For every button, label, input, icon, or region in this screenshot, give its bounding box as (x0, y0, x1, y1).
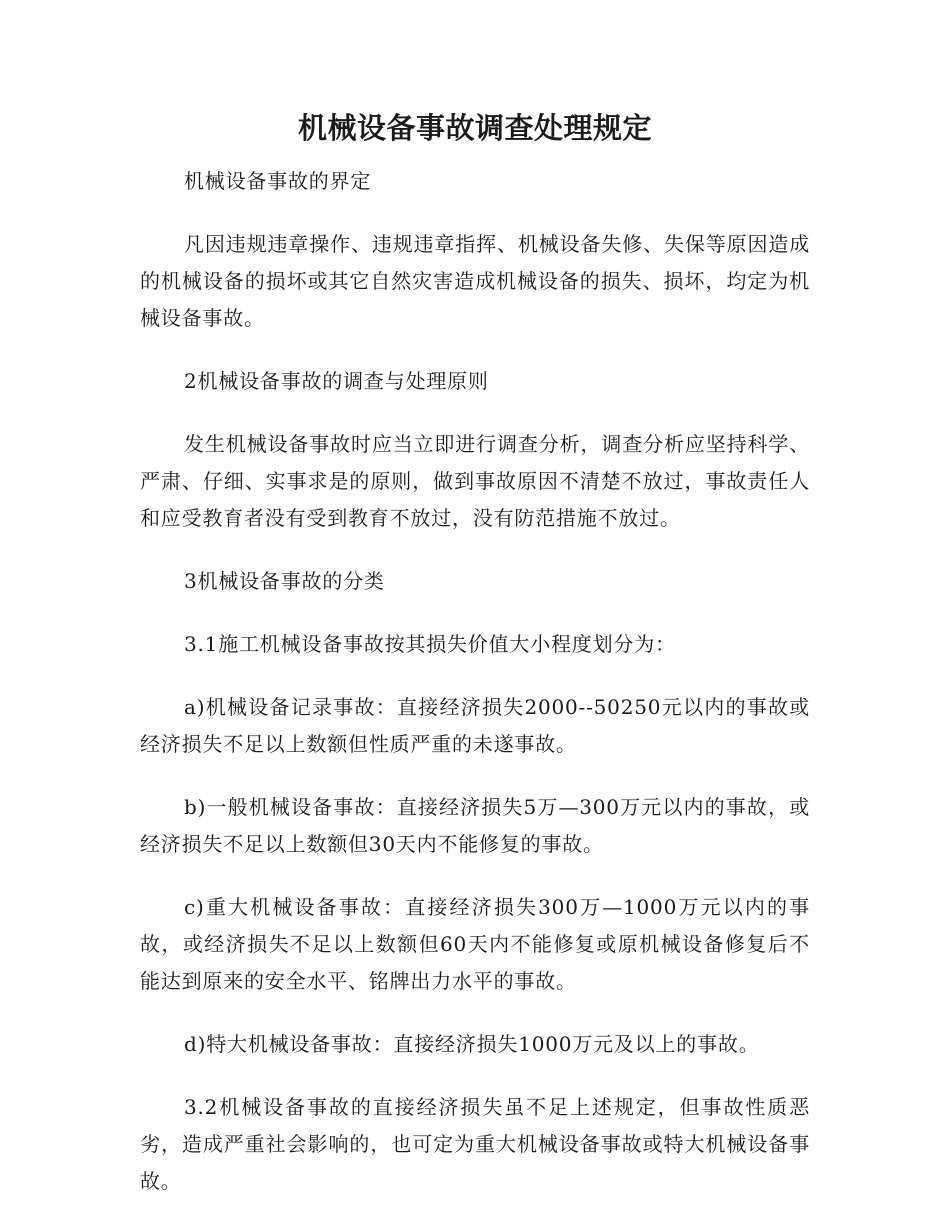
paragraph-class-c: c)重大机械设备事故：直接经济损失300万—1000万元以内的事故，或经济损失不足以上数额但60天内不能修复或原机械设备修复后不能达到原来的安全水平、铭牌出力水平的事故。 (140, 895, 810, 993)
paragraph-classification-intro: 3.1施工机械设备事故按其损失价值大小程度划分为： (184, 632, 676, 656)
section-heading-definition: 机械设备事故的界定 (184, 169, 372, 193)
paragraph-class-a: a)机械设备记录事故：直接经济损失2000--50250元以内的事故或经济损失不足以上数额但性质严重的未遂事故。 (140, 695, 810, 756)
paragraph-class-b: b)一般机械设备事故：直接经济损失5万—300万元以内的事故，或经济损失不足以上数额但30天内不能修复的事故。 (140, 795, 810, 856)
paragraph-special-rule: 3.2机械设备事故的直接经济损失虽不足上述规定，但事故性质恶劣，造成严重社会影响的，也可定为重大机械设备事故或特大机械设备事故。 (140, 1095, 810, 1193)
section-heading-principles: 2机械设备事故的调查与处理原则 (184, 369, 489, 393)
document-body (140, 108, 810, 1226)
section-heading-classification: 3机械设备事故的分类 (184, 569, 385, 593)
page-title: 机械设备事故调查处理规定 (297, 111, 652, 145)
paragraph-principles: 发生机械设备事故时应当立即进行调查分析，调查分析应坚持科学、严肃、仔细、实事求是的原则，做到事故原因不清楚不放过，事故责任人和应受教育者没有受到教育不放过，没有防范措施不放过。 (140, 432, 810, 530)
paragraph-definition: 凡因违规违章操作、违规违章指挥、机械设备失修、失保等原因造成的机械设备的损坏或其它自然灾害造成机械设备的损失、损坏，均定为机械设备事故。 (140, 232, 810, 330)
paragraph-class-d: d)特大机械设备事故：直接经济损失1000万元及以上的事故。 (184, 1032, 760, 1056)
